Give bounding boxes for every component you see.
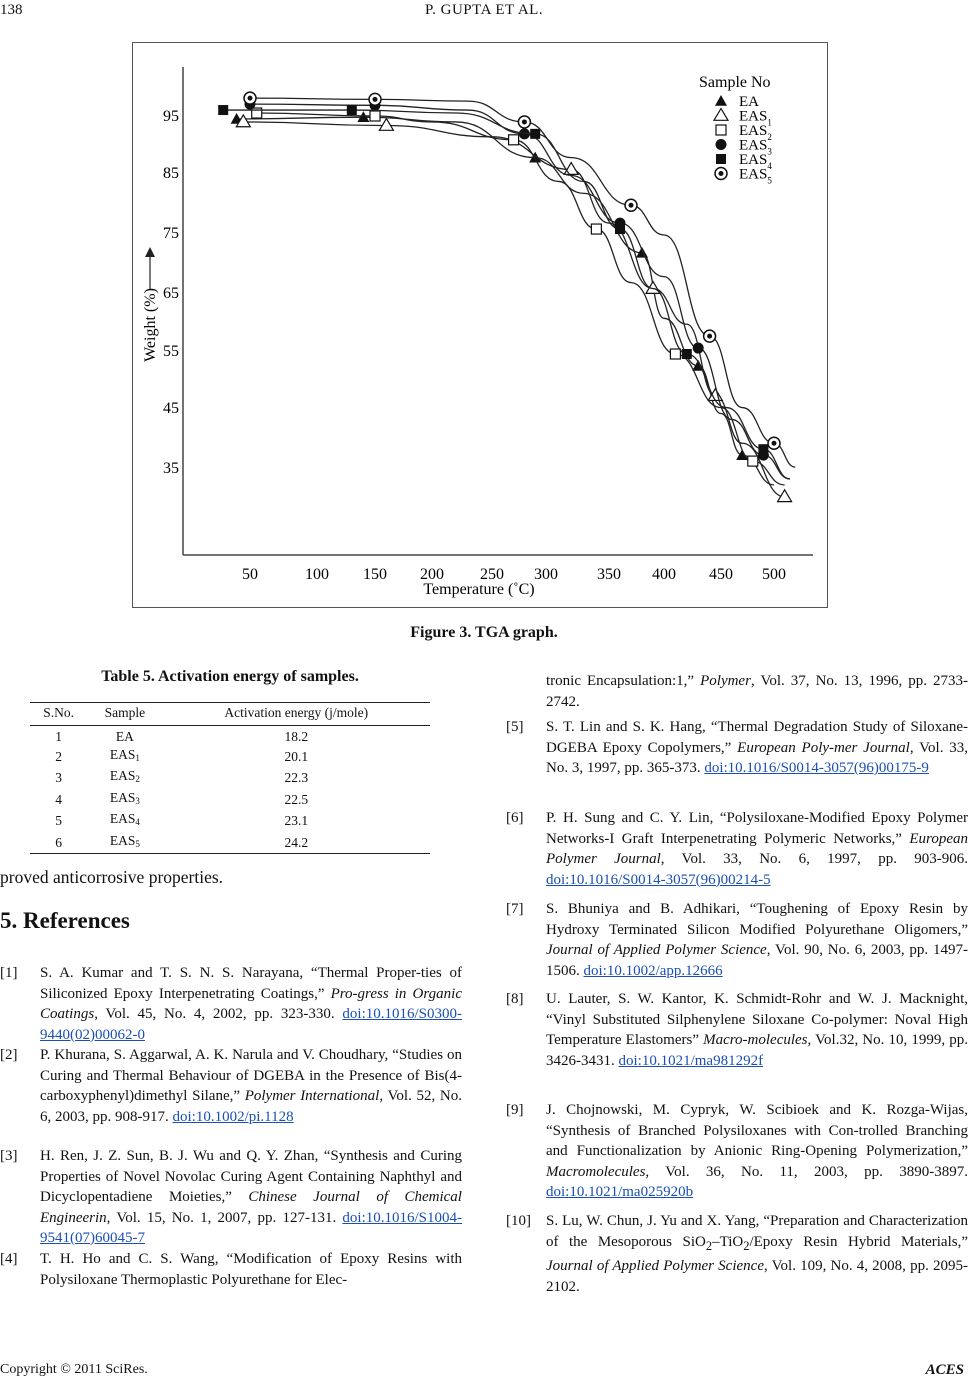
- cell-energy: 20.1: [284, 748, 309, 764]
- reference-text: tronic Encapsulation:1,” Polymer, Vol. 37, No. 13, 1996, pp. 2733-2742.: [546, 673, 968, 710]
- data-point: [682, 349, 692, 359]
- reference-number: [2]: [0, 1047, 18, 1063]
- legend-marker: [716, 139, 727, 150]
- legend-label: $EAS_3$: [739, 137, 772, 157]
- series-line: [250, 98, 795, 467]
- cell-energy: 22.5: [284, 791, 309, 807]
- cell-energy: 24.2: [163, 832, 430, 854]
- reference-text: S. A. Kumar and T. S. N. S. Narayana, “Thermal Proper-ties of Siliconized Epoxy Interpenetrating Coatings,” Pro-gress in Organic Coatings, Vol. 45, No. 4, 2002, pp. 323-330. doi:10.1016/S0300-9440(02)00062-0: [40, 965, 462, 1043]
- table-row: [30, 832, 430, 854]
- cell-sample: $EAS_2$: [109, 768, 140, 784]
- doi-link[interactable]: doi:10.1016/S0014-3057(96)00214-5: [546, 871, 771, 888]
- x-tick-label: 150: [363, 566, 387, 583]
- x-tick-label: 200: [420, 566, 444, 583]
- reference-number: [7]: [506, 901, 524, 917]
- table-row: [30, 810, 430, 832]
- legend-marker: [715, 95, 727, 106]
- y-tick-label: 35: [163, 460, 179, 477]
- data-point: [758, 444, 768, 454]
- cell-energy: 22.3: [284, 770, 309, 785]
- doi-link[interactable]: doi:10.1021/ma981292f: [618, 1052, 764, 1069]
- series-line: [250, 104, 790, 479]
- doi-link[interactable]: doi:10.1002/pi.1128: [172, 1108, 294, 1125]
- x-tick-label: 300: [534, 566, 558, 583]
- cell-sno: 1: [55, 729, 62, 744]
- cell-sample: $EAS_3$: [109, 789, 140, 806]
- data-point: [379, 119, 393, 131]
- data-point: [748, 456, 758, 466]
- cell-sno: 5: [55, 813, 62, 828]
- reference-number: [5]: [506, 719, 524, 735]
- data-point: [591, 224, 601, 234]
- reference-text: P. Khurana, S. Aggarwal, A. K. Narula and V. Choudhary, “Studies on Curing and Thermal Behaviour of DGEBA in the Presence of Bis(4-carboxyphenyl)dimethyl Silane,” Polymer International, Vol. 52, No. 6, 2003, pp. 908-917. doi:10.1002/pi.1128: [40, 1047, 462, 1125]
- cell-sample: $EAS_1$: [109, 746, 140, 763]
- series-line: [237, 117, 774, 485]
- doi-link[interactable]: doi:10.1016/S0014-3057(96)00175-9: [704, 760, 929, 776]
- reference-text: S. Bhuniya and B. Adhikari, “Toughening of Epoxy Resin by Hydroxy Terminated Silicon Modified Polyurethane Oligomers,” Journal of Applied Polymer Science, Vol. 90, No. 6, 2003, pp. 1497-1506. doi:10.1002/app.12666: [546, 901, 968, 979]
- y-axis-label: Weight (%): [142, 288, 159, 362]
- data-point-center: [373, 97, 378, 102]
- data-point-center: [707, 334, 712, 339]
- footer-journal: ACES: [925, 1362, 964, 1378]
- legend-label: $EAS_5$: [739, 166, 772, 186]
- series-line: [223, 110, 790, 479]
- data-point: [347, 105, 357, 115]
- x-tick-label: 450: [709, 566, 733, 583]
- cell-sno: 3: [55, 770, 62, 785]
- data-point-center: [522, 119, 527, 124]
- legend-label-sub: 1: [767, 117, 772, 128]
- x-tick-label: 250: [480, 566, 504, 583]
- x-tick-label: 100: [305, 566, 329, 583]
- data-point: [370, 111, 380, 121]
- reference-number: [4]: [0, 1251, 18, 1267]
- reference-text: H. Ren, J. Z. Sun, B. J. Wu and Q. Y. Zhan, “Synthesis and Curing Properties of Novel Novolac Curing Agent Containing Naphthyl and Dicyclopentadiene Moieties,” Chinese Journal of Chemical Engineerin, Vol. 15, No. 1, 2007, pp. 127-131. doi:10.1016/S1004-9541(07)60045-7: [40, 1148, 462, 1246]
- tga-chart: [133, 43, 829, 609]
- data-point: [564, 163, 578, 175]
- running-header-authors: P. GUPTA ET AL.: [424, 2, 544, 18]
- table-row: [30, 789, 430, 811]
- reference-number: [6]: [506, 810, 524, 826]
- x-tick-label: 500: [762, 566, 786, 583]
- legend-label: EA: [739, 94, 759, 110]
- table-row: [30, 746, 430, 768]
- legend-marker: [714, 109, 728, 121]
- doi-link[interactable]: doi:10.1002/app.12666: [583, 962, 723, 979]
- cell-energy: 18.2: [284, 729, 309, 744]
- doi-link[interactable]: doi:10.1016/S1004-9541(07)60045-7: [40, 1209, 462, 1246]
- x-axis-label: Temperature (˚C): [423, 581, 535, 598]
- cell-sno: 6: [30, 832, 87, 854]
- doi-link[interactable]: doi:10.1021/ma025920b: [546, 1184, 694, 1200]
- col-header-energy: Activation energy (j/mole): [163, 703, 430, 726]
- cell-sample: $EAS_5$: [87, 832, 162, 854]
- y-axis-arrowhead: [145, 247, 155, 257]
- reference-number: [9]: [506, 1102, 524, 1118]
- y-tick-label: 45: [163, 400, 179, 417]
- reference-text: T. H. Ho and C. S. Wang, “Modification of Epoxy Resins with Polysiloxane Thermoplastic Polyurethane for Elec-: [40, 1251, 462, 1288]
- tga-figure: [132, 42, 828, 608]
- y-tick-label: 65: [163, 285, 179, 302]
- data-point-center: [248, 96, 253, 101]
- data-point-center: [629, 203, 634, 208]
- reference-number: [3]: [0, 1148, 18, 1164]
- legend-marker: [716, 125, 726, 135]
- data-point-center: [772, 441, 777, 446]
- legend-title: Sample No: [699, 74, 771, 91]
- references-heading: 5. References: [0, 908, 130, 933]
- data-point: [670, 349, 680, 359]
- legend-label-sub: 4: [767, 161, 772, 171]
- y-tick-label: 75: [163, 225, 179, 242]
- table-caption: Table 5. Activation energy of samples.: [101, 668, 359, 685]
- reference-number: [1]: [0, 965, 18, 981]
- body-text-proved: proved anticorrosive properties.: [0, 867, 224, 887]
- reference-number: [8]: [506, 991, 524, 1007]
- cell-sample: EA: [115, 729, 134, 744]
- cell-sample: $EAS_4$: [109, 811, 140, 827]
- legend-label-sub: 2: [767, 132, 772, 142]
- legend-label: $EAS_2$: [739, 123, 772, 142]
- cell-sno: 2: [55, 748, 62, 764]
- legend-marker: [716, 154, 726, 164]
- cell-sno: 4: [55, 791, 62, 807]
- y-tick-label: 55: [163, 343, 179, 360]
- reference-text: U. Lauter, S. W. Kantor, K. Schmidt-Rohr and W. J. Macknight, “Vinyl Substituted Silphenylene Siloxane Co-polymer: Noval High Temperature Elastomers” Macro-molecules, Vol.32, No. 10, 1999, pp. 3426-3431. doi:10.1021/ma981292f: [546, 991, 968, 1069]
- data-point: [530, 129, 540, 139]
- reference-text: J. Chojnowski, M. Cypryk, W. Scibioek and K. Rozga-Wijas, “Synthesis of Branched Polysiloxanes with Con-trolled Branching and Functionalization by Anionic Ring-Opening Polymerization,” Macromolecules, Vol. 36, No. 11, 2003, pp. 3890-3897. doi:10.1021/ma025920b: [546, 1102, 968, 1200]
- cell-energy: 23.1: [284, 813, 309, 828]
- col-header-sample: Sample: [87, 703, 162, 726]
- figure-caption: Figure 3. TGA graph.: [410, 624, 558, 641]
- table-row: [30, 726, 430, 746]
- page-number: 138: [0, 2, 23, 18]
- x-tick-label: 400: [652, 566, 676, 583]
- legend-label: $EAS_1$: [739, 108, 772, 128]
- reference-text: S. T. Lin and S. K. Hang, “Thermal Degradation Study of Siloxane-DGEBA Epoxy Copolymers,” European Poly-mer Journal, Vol. 33, No. 3, 1997, pp. 365-373. doi:10.1016/S0014-3057(96)00175-9: [546, 719, 968, 776]
- legend-marker-center: [719, 171, 724, 176]
- data-point: [693, 343, 704, 354]
- reference-text: S. Lu, W. Chun, J. Yu and X. Yang, “Preparation and Characterization of the Mesoporous SiO$_2$–TiO$_2$/Epoxy Resin Hybrid Materials,” Journal of Applied Polymer Science, Vol. 109, No. 4, 2008, pp. 2095-2102.: [546, 1213, 968, 1295]
- activation-energy-table: [30, 702, 430, 854]
- data-point: [218, 105, 228, 115]
- data-point: [615, 224, 625, 234]
- series-line: [257, 113, 785, 485]
- y-tick-label: 95: [163, 108, 179, 125]
- series-line: [243, 122, 784, 497]
- footer-copyright: Copyright © 2011 SciRes.: [0, 1362, 148, 1377]
- reference-number: [10]: [506, 1213, 531, 1229]
- legend-label-sub: 5: [767, 175, 772, 186]
- legend-label: $EAS_4$: [739, 152, 772, 171]
- legend-label-sub: 3: [767, 146, 772, 157]
- data-point: [509, 135, 519, 145]
- x-tick-label: 350: [597, 566, 621, 583]
- doi-link[interactable]: doi:10.1016/S0300-9440(02)00062-0: [40, 1006, 462, 1043]
- reference-text: P. H. Sung and C. Y. Lin, “Polysiloxane-Modified Epoxy Polymer Networks-I Graft Interpenetrating Polymeric Networks,” European Polymer Journal, Vol. 33, No. 6, 1997, pp. 903-906. doi:10.1016/S0014-3057(96)00214-5: [546, 810, 968, 888]
- col-header-sno: S.No.: [30, 703, 87, 726]
- x-tick-label: 50: [242, 566, 258, 583]
- table-row: [30, 767, 430, 789]
- y-tick-label: 85: [163, 165, 179, 182]
